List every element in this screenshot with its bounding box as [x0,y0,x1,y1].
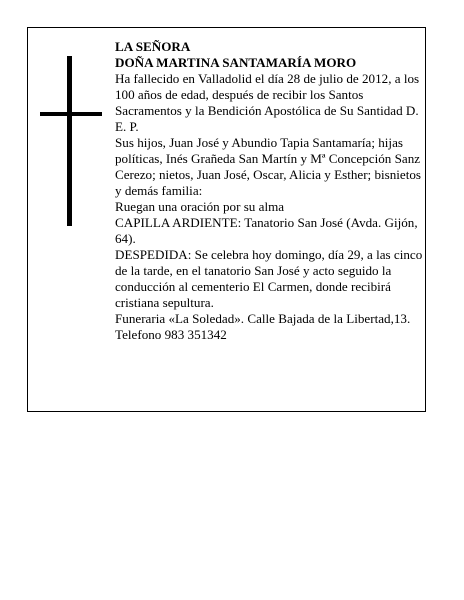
notice-title: LA SEÑORA [115,39,191,54]
funeral-home-address: Funeraria «La Soledad». Calle Bajada de la Libertad,13. [115,311,411,326]
cross-vertical-bar [67,56,72,226]
family-list: Sus hijos, Juan José y Abundio Tapia Santamaría; hijas políticas, Inés Grañeda San Martín y Mª Concepción Sanz Cerezo; nietos, Juan José, Oscar, Alicia y Esther; bisnietos y demás familia: [115,135,422,198]
prayer-request: Ruegan una oración por su alma [115,199,285,214]
deceased-name: DOÑA MARTINA SANTAMARÍA MORO [115,55,357,70]
cross-horizontal-bar [40,112,102,116]
chapel-info: CAPILLA ARDIENTE: Tanatorio San José (Avda. Gijón, 64). [115,215,418,246]
cross-icon [40,56,102,226]
death-announcement: Ha fallecido en Valladolid el día 28 de julio de 2012, a los 100 años de edad, después de recibir los Santos Sacramentos y la Bendición Apostólica de Su Santidad D. E. P. [115,71,420,134]
phone-number: Telefono 983 351342 [115,327,227,342]
obituary-notice [27,27,426,412]
notice-text [115,39,425,343]
farewell-info: DESPEDIDA: Se celebra hoy domingo, día 29, a las cinco de la tarde, en el tanatorio San José y acto seguido la conducción al cementerio El Carmen, donde recibirá cristiana sepultura. [115,247,423,310]
